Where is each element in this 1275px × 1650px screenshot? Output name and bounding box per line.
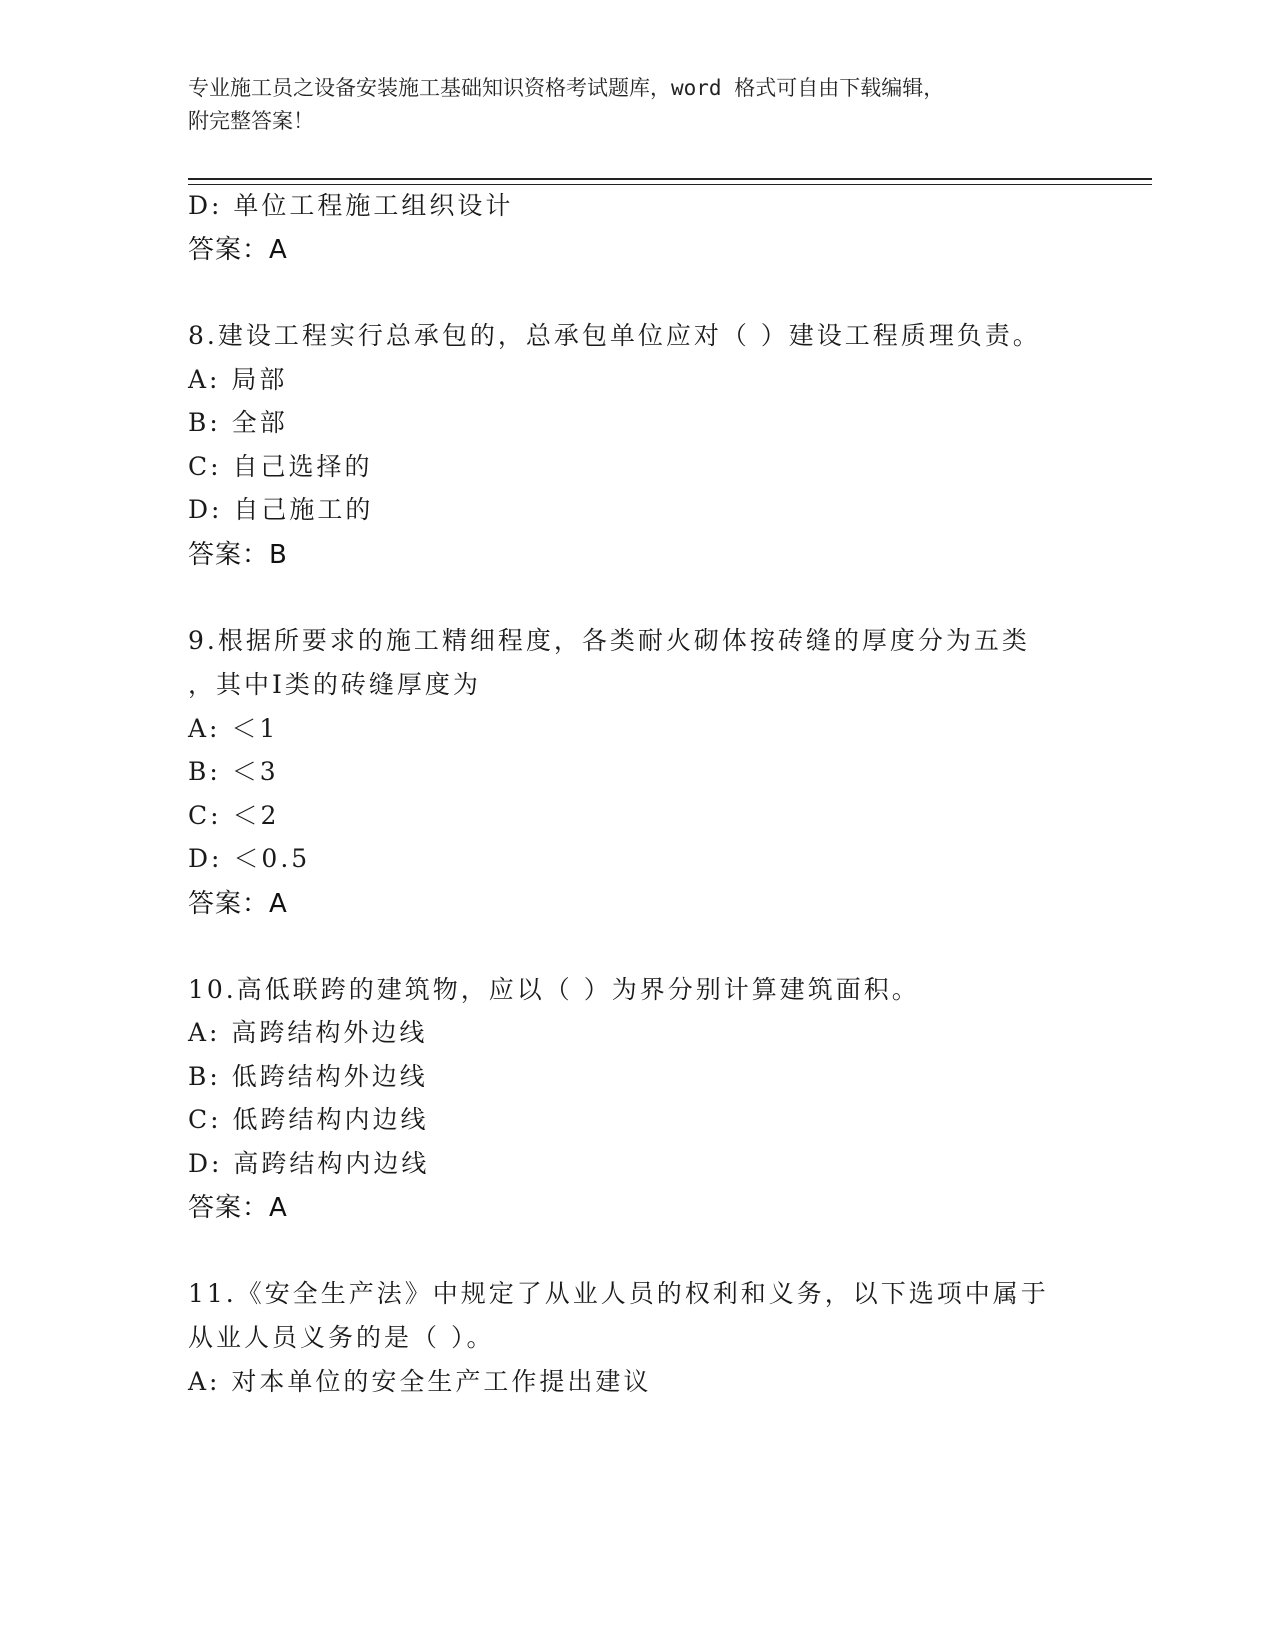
q8-option-c: C: 自己选择的 bbox=[188, 452, 373, 481]
header-line-2: 附完整答案！ bbox=[188, 109, 314, 133]
q8-option-b: B: 全部 bbox=[188, 408, 288, 437]
q10-option-d: D: 高跨结构内边线 bbox=[188, 1149, 430, 1178]
q9-stem-line-1: 9.根据所要求的施工精细程度，各类耐火砌体按砖缝的厚度分为五类 bbox=[188, 626, 1030, 655]
header-line-1: 专业施工员之设备安装施工基础知识资格考试题库，word 格式可自由下载编辑， bbox=[188, 76, 945, 100]
q10-option-b: B: 低跨结构外边线 bbox=[188, 1062, 428, 1091]
prev-option-d: D: 单位工程施工组织设计 bbox=[188, 191, 514, 220]
q9-option-d: D: ＜0.5 bbox=[188, 844, 311, 873]
q8-answer: 答案：B bbox=[188, 540, 288, 570]
q9-option-c: C: ＜2 bbox=[188, 801, 280, 830]
q8-option-d: D: 自己施工的 bbox=[188, 495, 374, 524]
q10-option-a: A: 高跨结构外边线 bbox=[188, 1018, 428, 1047]
q10-option-c: C: 低跨结构内边线 bbox=[188, 1105, 429, 1134]
q9-option-b: B: ＜3 bbox=[188, 757, 279, 786]
q9-option-a: A: ＜1 bbox=[188, 714, 279, 743]
q11-stem-line-1: 11.《安全生产法》中规定了从业人员的权利和义务，以下选项中属于 bbox=[188, 1279, 1049, 1308]
q10-answer: 答案：A bbox=[188, 1193, 288, 1223]
prev-answer: 答案：A bbox=[188, 235, 288, 265]
q8-option-a: A: 局部 bbox=[188, 365, 288, 394]
q11-option-a: A: 对本单位的安全生产工作提出建议 bbox=[188, 1367, 652, 1396]
q9-answer: 答案：A bbox=[188, 889, 288, 919]
q8-stem: 8.建设工程实行总承包的，总承包单位应对（ ）建设工程质理负责。 bbox=[188, 321, 1041, 350]
header-divider bbox=[188, 178, 1152, 180]
q9-stem-line-2: ，其中Ⅰ类的砖缝厚度为 bbox=[188, 670, 481, 699]
q11-stem-line-2: 从业人员义务的是（ ）。 bbox=[188, 1323, 495, 1352]
document-header bbox=[188, 72, 1088, 138]
q10-stem: 10.高低联跨的建筑物，应以（ ）为界分别计算建筑面积。 bbox=[188, 975, 920, 1004]
header-divider-thin bbox=[188, 184, 1152, 185]
